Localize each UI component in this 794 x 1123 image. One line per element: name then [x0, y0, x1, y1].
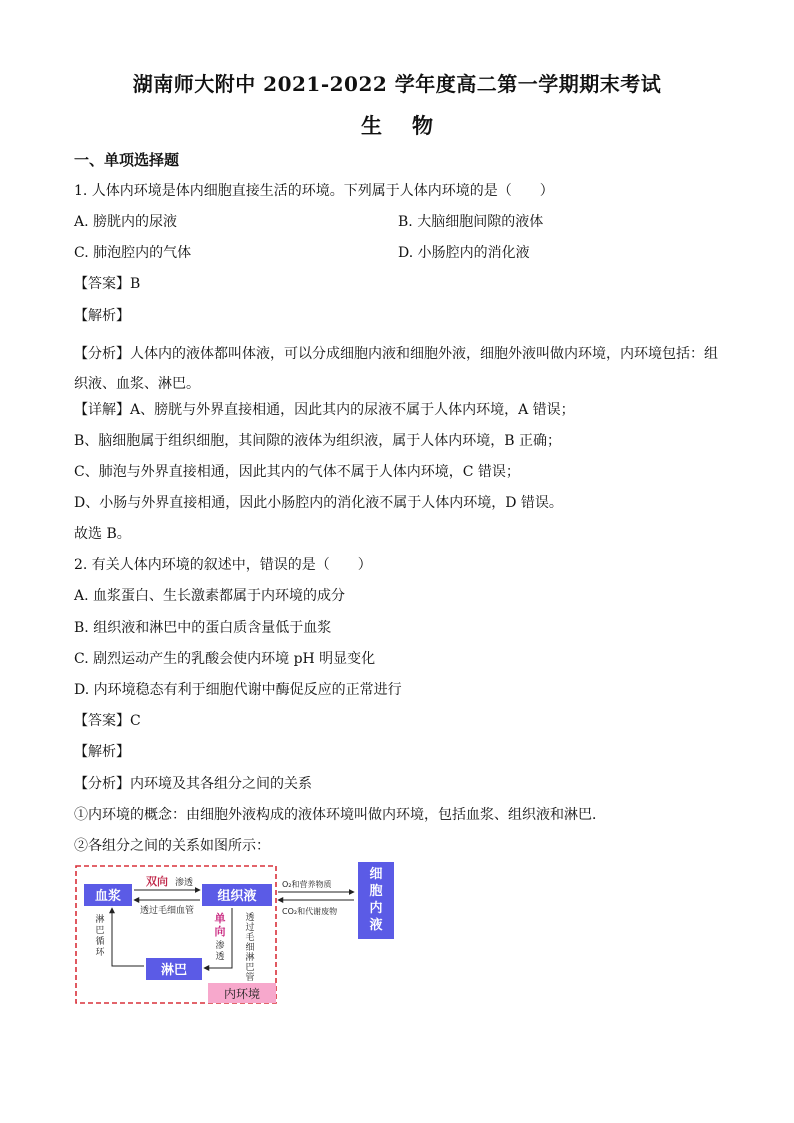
one-way-seep-1: 渗	[215, 941, 225, 951]
q1-detail-a: 【详解】A、膀胱与外界直接相通，因此其内的尿液不属于人体内环境，A 错误；	[74, 402, 575, 418]
one-way-2: 向	[214, 925, 226, 938]
q2-option-c: C. 剧烈运动产生的乳酸会使内环境 pH 明显变化	[74, 651, 376, 667]
lymph-cycle-2: 巴	[95, 926, 105, 936]
one-way-seep-2: 透	[215, 952, 225, 962]
cell-fluid-char-1: 细	[369, 867, 383, 882]
through-lymph-3: 毛	[245, 933, 255, 943]
q1-analysis-label: 【解析】	[74, 308, 130, 324]
q1-detail-d: D、小肠与外界直接相通，因此小肠腔内的消化液不属于人体内环境，D 错误。	[74, 495, 563, 511]
inner-env-label: 内环境	[223, 987, 261, 1001]
through-lymph-1: 透	[245, 913, 255, 923]
q1-detail-b: B、脑细胞属于组织细胞，其间隙的液体为组织液，属于人体内环境，B 正确；	[74, 433, 562, 449]
q2-point-1: ①内环境的概念：由细胞外液构成的液体环境叫做内环境，包括血浆、组织液和淋巴．	[74, 807, 606, 823]
q1-option-c: C. 肺泡腔内的气体	[74, 245, 192, 261]
through-lymph-6: 巴	[245, 963, 255, 973]
lymph-cycle-3: 循	[95, 937, 105, 947]
q2-option-a: A. 血浆蛋白、生长激素都属于内环境的成分	[74, 588, 346, 604]
subject-title: 生物	[361, 113, 463, 138]
q2-point-2: ②各组分之间的关系如图所示：	[74, 838, 270, 854]
q2-stem: 2. 有关人体内环境的叙述中，错误的是（ ）	[74, 557, 372, 573]
diagram-svg	[74, 862, 404, 1008]
lymph-cycle-1: 淋	[95, 915, 105, 925]
o2-nutrient-label: O₂和营养物质	[282, 880, 332, 889]
tissue-fluid-label: 组织液	[217, 889, 257, 904]
lymph-cycle-4: 环	[95, 948, 105, 958]
q2-analysis-label: 【解析】	[74, 744, 130, 760]
plasma-label: 血浆	[94, 889, 122, 904]
q1-option-d: D. 小肠腔内的消化液	[398, 245, 530, 261]
arrow-lymph-to-plasma	[112, 908, 144, 966]
cell-fluid-char-3: 内	[369, 901, 383, 916]
section-heading: 一、单项选择题	[74, 151, 180, 169]
q2-option-b: B. 组织液和淋巴中的蛋白质含量低于血浆	[74, 620, 332, 636]
q2-answer: 【答案】C	[74, 713, 141, 729]
through-capillary-label: 透过毛细血管	[140, 906, 195, 916]
one-way-1: 单	[214, 912, 226, 925]
q1-option-b: B. 大脑细胞间隙的液体	[398, 214, 544, 230]
inner-environment-diagram	[74, 862, 404, 1008]
q1-option-a: A. 膀胱内的尿液	[74, 214, 178, 230]
through-lymph-7: 管	[245, 973, 255, 983]
q2-option-d: D. 内环境稳态有利于细胞代谢中酶促反应的正常进行	[74, 682, 402, 698]
q1-stem: 1. 人体内环境是体内细胞直接生活的环境。下列属于人体内环境的是（ ）	[74, 183, 554, 199]
q1-answer: 【答案】B	[74, 276, 141, 292]
through-lymph-2: 过	[245, 923, 255, 933]
seep-label: 渗透	[175, 878, 194, 888]
q2-fenxi: 【分析】内环境及其各组分之间的关系	[74, 776, 312, 792]
two-way-label: 双向	[146, 875, 168, 888]
cell-fluid-char-4: 液	[369, 918, 383, 933]
q1-detail-c: C、肺泡与外界直接相通，因此其内的气体不属于人体内环境，C 错误；	[74, 464, 520, 480]
q1-fenxi: 【分析】人体内的液体都叫体液，可以分成细胞内液和细胞外液，细胞外液叫做内环境，内环境包括：组织液、血浆、淋巴。	[74, 346, 718, 392]
lymph-label: 淋巴	[160, 963, 188, 978]
q1-conclusion: 故选 B。	[74, 526, 131, 542]
co2-waste-label: CO₂和代谢废物	[282, 907, 338, 916]
through-lymph-4: 细	[245, 943, 255, 953]
through-lymph-5: 淋	[245, 953, 255, 963]
page-title: 湖南师大附中 2021-2022 学年度高二第一学期期末考试	[132, 72, 662, 96]
cell-fluid-char-2: 胞	[369, 884, 383, 899]
